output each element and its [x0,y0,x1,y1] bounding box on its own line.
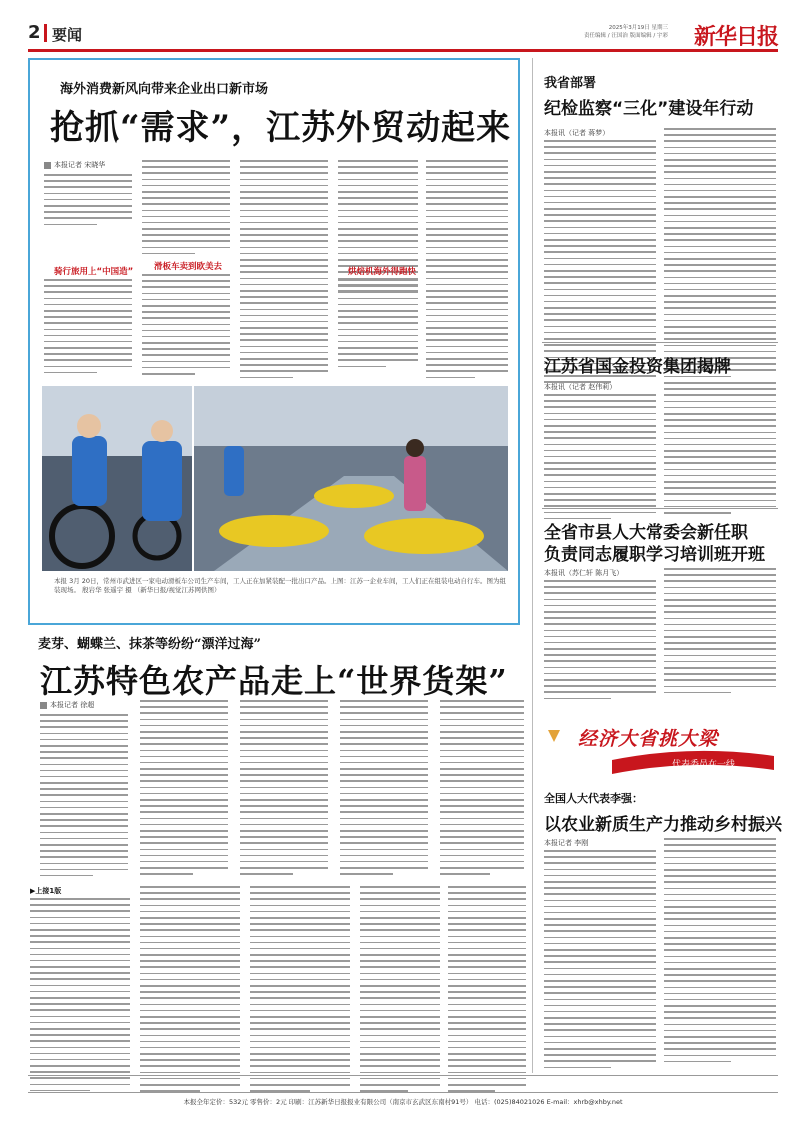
issue-meta [584,24,668,40]
a2-headline: 江苏省国金投资集团揭牌 [544,357,731,377]
lead-col-3 [240,160,328,383]
a2-col-1 [544,394,656,524]
byline-icon [40,702,47,709]
divider [542,342,778,343]
scooter-line-image [194,386,508,571]
jump-col-1 [30,898,130,1096]
a4-headline: 以农业新质生产力推动乡村振兴 [544,815,782,835]
second-byline: 本报记者 徐超 [40,700,94,710]
second-col-5 [440,700,524,879]
lead-photos [42,386,508,571]
issue-editors: 责任编辑 / 汪国治 版面编辑 / 宇彩 [584,33,668,39]
issue-date: 2025年3月19日 星期三 [608,25,668,31]
lead-col-1 [44,174,132,230]
lead-col-2b [142,274,230,379]
a1-headline: 纪检监察“三化”建设年行动 [544,99,754,119]
lead-col-1b [44,279,132,378]
a2-byline: 本报讯（记者 赵伟莉） [544,383,617,391]
banner-subtitle: 代表委员在一线 [672,760,736,770]
page-footer: 本报全年定价：532元 零售价：2元 印刷：江苏新华日报报业有限公司（南京市玄武区东南村91号） 电话：(025)84021026 E-mail：xhrb@xhby.net [28,1092,778,1106]
section-marker [44,24,47,42]
a1-col-1 [544,140,656,388]
a3-col-2 [664,568,776,698]
a4-col-1 [544,850,656,1073]
divider [542,508,778,509]
a2-col-2 [664,382,776,518]
column-banner [542,722,778,782]
second-col-2 [140,700,228,879]
a3-col-1 [544,580,656,704]
a4-kicker: 全国人大代表李强： [544,792,643,805]
column-divider [532,58,533,1073]
jump-col-5 [448,886,526,1096]
jump-col-4 [360,886,440,1096]
page-header [28,22,778,52]
jump-col-3 [250,886,350,1096]
section-title: 要闻 [52,26,83,44]
photo-bike-workers [42,386,192,571]
photo-scooter-line [194,386,508,571]
bottom-rule [28,1075,778,1076]
a3-headline-1: 全省市县人大常委会新任职 [544,523,748,543]
page-number: 2 [28,22,41,43]
bike-workers-image [42,386,192,571]
a4-col-2 [664,838,776,1067]
second-col-3 [240,700,328,879]
a4-byline: 本报记者 李刚 [544,839,589,847]
lead-subhead-1: 骑行旅用上“中国造” [54,267,134,277]
a3-byline: 本报讯（苏仁轩 陈月飞） [544,569,624,577]
lead-kicker: 海外消费新风向带来企业出口新市场 [60,82,269,97]
byline-icon [44,162,51,169]
lead-subhead-3: 烘焙机海外得跑快 [348,267,417,277]
lead-photo-caption: 本报 3月 20日，常州市武进区一家电动滑板车公司生产车间，工人正在加紧装配一批出口产品。上图：江苏一企业车间，工人们正在组装电动自行车。图为组装现场。 殷岩华 张遥宇 摄 （新华日报/视觉江苏网供图） [54,577,507,594]
a1-kicker: 我省部署 [544,76,597,91]
banner-title: 经济大省挑大梁 [578,728,719,750]
lead-article-panel [28,58,520,625]
lead-subhead-2: 滑板车卖到欧美去 [154,262,223,272]
a1-byline: 本报讯（记者 蒋梦） [544,129,610,137]
lead-byline: 本报记者 宋晓华 [44,160,105,170]
lead-col-4b [338,279,418,372]
lead-col-5 [426,160,508,383]
lead-col-2 [142,160,230,259]
second-kicker: 麦芽、蝴蝶兰、抹茶等纷纷“漂洋过海” [38,637,261,652]
second-col-4 [340,700,428,879]
a1-col-2 [664,128,776,382]
a3-headline-2: 负责同志履职学习培训班开班 [544,545,765,565]
second-headline: 江苏特色农产品走上“世界货架” [40,662,508,700]
lead-headline: 抢抓“需求”，江苏外贸动起来 [50,108,512,148]
jump-label: ▶上接1版 [30,887,62,895]
jump-col-2 [140,886,240,1096]
second-col-1 [40,714,128,881]
masthead-logo: 新华日报 [693,24,778,50]
